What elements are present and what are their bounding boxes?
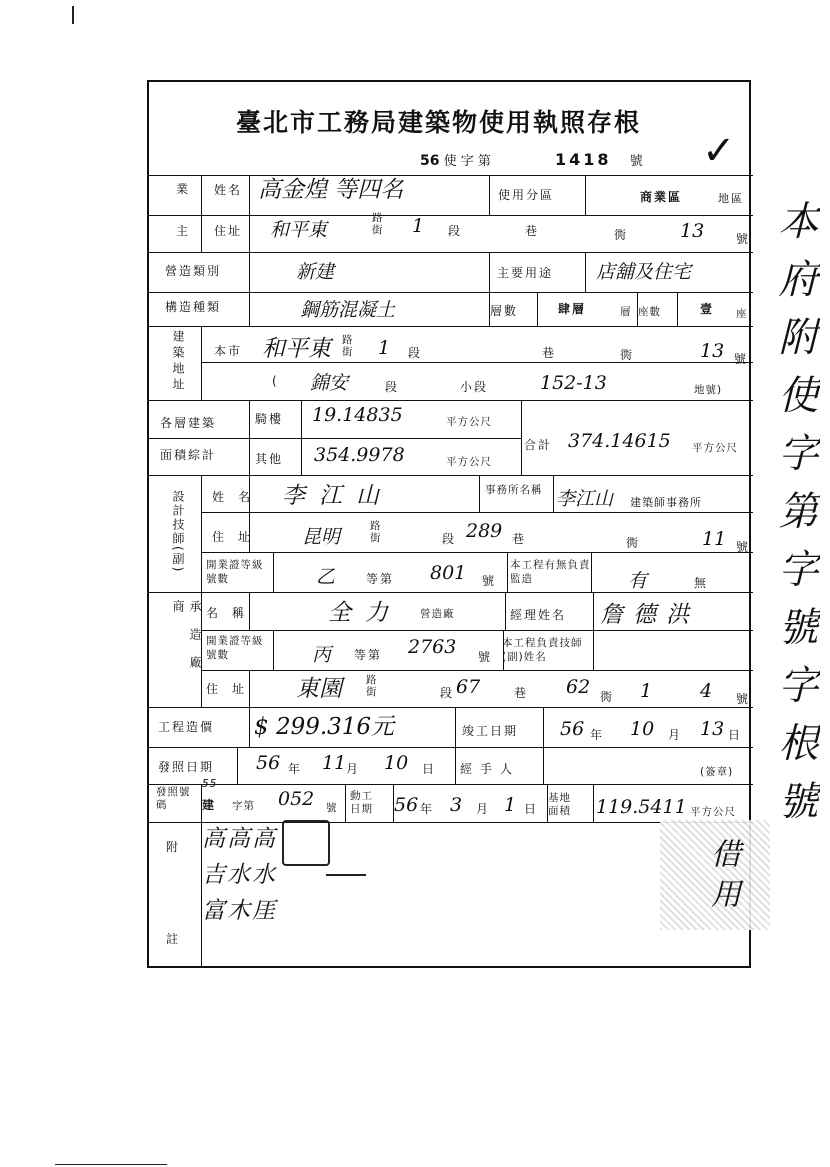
site-city: 本市 [214,344,243,358]
designer-name-value: 李江山 [282,483,393,509]
area-arcade-unit: 平方公尺 [446,416,492,428]
side-text: 本府附使字第字號字根號 [772,200,818,838]
permit-base-area-label: 基地面積 [548,792,571,817]
designer-license-grade: 乙 [316,566,336,588]
owner-address-label: 住址 [214,224,243,238]
designer-license-suffix: 號 [482,574,497,588]
owner-address-road-label: 路 街 [372,212,384,236]
site-section: 1 [378,337,391,359]
area-label-line1: 各層建築 [160,416,217,430]
designer-address-lane-label: 巷 [512,532,527,546]
blocks-label: 座數 [638,306,661,318]
site-land-open: ( [272,374,279,388]
contractor-address-section: 67 [456,676,481,698]
margin-stamp-text: 借用 [705,838,740,918]
construction-type-value: 新建 [296,261,335,283]
completion-label: 竣工日期 [462,724,519,738]
designer-address-label: 住址 [212,530,265,544]
permit-year: 56 [420,153,440,169]
contractor-address-no-label: 號 [736,692,751,706]
owner-address-alley-label: 衖 [614,228,629,242]
contractor-license-mid: 等第 [354,648,383,662]
contractor-name-label: 名稱 [206,606,259,620]
permit-number: 1418 [555,150,612,169]
owner-address-lane-label: 巷 [525,224,540,238]
contractor-license-grade: 丙 [312,644,332,666]
completion-month: 10 [630,718,655,740]
permit-start-year: 56 [394,794,419,816]
zone-value: 商業區 [640,190,683,204]
site-land-section: 錦安 [310,372,349,394]
permit-no-value: 052 [278,788,315,810]
contractor-group-label: 承造廠商 [171,600,202,684]
contractor-license-no: 2763 [408,636,457,658]
contractor-address-street: 東園 [296,676,342,702]
contractor-address-alley: 1 [640,680,653,702]
floors-unit: 層 [620,306,632,318]
designer-group-label: 設計技師(副) [171,490,185,574]
notes-label-bottom: 註 [166,932,181,946]
owner-address-no-label: 號 [736,232,751,246]
completion-day: 13 [700,718,725,740]
contractor-license-label: 開業證等級號數 [206,635,264,661]
site-street: 和平東 [262,336,331,362]
floors-label: 層數 [490,304,519,318]
permit-prefix: 使 字 第 [443,154,491,169]
scan-bottom-line [55,1164,167,1165]
designer-address-alley-label: 衖 [626,536,641,550]
issue-label: 發照日期 [158,760,215,774]
site-land-section-label: 段 [385,380,400,394]
zone-suffix: 地區 [718,192,744,205]
permit-start-month: 3 [450,794,463,816]
owner-label-bottom: 主 [176,224,191,238]
site-label: 建築地址 [171,330,185,394]
contractor-license-suffix: 號 [478,650,493,664]
permit-suffix: 號 [629,154,643,169]
area-label-line2: 面積綜計 [160,448,217,462]
site-lane-label: 巷 [542,346,557,360]
main-use-value: 店舖及住宅 [596,261,692,283]
designer-address-road-label: 路 街 [370,520,382,544]
issue-day: 10 [384,752,409,774]
area-other-label: 其他 [255,452,284,466]
site-alley-label: 衖 [620,348,635,362]
site-land-no: 152-13 [540,372,607,394]
issue-year-label: 年 [288,762,303,776]
designer-supervise-suffix: 無 [694,576,709,590]
contractor-name-suffix: 營造廠 [420,608,455,620]
scan-left-mark [72,6,74,24]
designer-address-lane: 289 [466,520,503,542]
owner-address-section-label: 段 [448,224,463,238]
permit-start-day: 1 [504,794,517,816]
owner-address-no: 13 [680,220,705,242]
permit-prefix-value: 建 [202,798,217,812]
contractor-address-alley-label: 衖 [600,690,615,704]
designer-office-suffix: 建築師事務所 [630,496,702,509]
owner-name-value: 高金煌 等四名 [258,177,404,203]
permit-year-value: 55 [202,778,218,790]
designer-address-no: 11 [702,528,727,550]
blocks-value: 壹 [700,302,715,316]
permit-label: 發照號碼 [156,786,191,811]
site-land-no-label: 地號) [694,384,723,396]
notes-underline [326,874,366,876]
site-section-label: 段 [408,346,423,360]
contractor-address-label: 住址 [206,682,259,696]
designer-address-section-label: 段 [442,532,457,546]
designer-name-label: 姓名 [212,490,265,504]
zone-label: 使用分區 [498,188,555,202]
completion-year-label: 年 [590,728,605,742]
notes-line3: 富木厓 [202,898,277,924]
notes-label-top: 附 [166,840,181,854]
designer-office-value: 李江山 [556,488,614,510]
owner-address-street: 和平東 [270,219,328,241]
site-no: 13 [700,340,725,362]
contractor-name-value: 全力 [328,600,402,626]
cost-value: $ 299.316元 [254,714,395,740]
main-use-label: 主要用途 [497,266,554,280]
notes-seal [282,820,330,866]
owner-label-top: 業 [176,182,191,196]
page-title: 臺北市工務局建築物使用執照存根 [236,108,642,137]
permit-start-month-label: 月 [476,802,491,816]
notes-line2: 吉水水 [202,862,277,888]
floors-value: 肆層 [558,302,587,316]
site-land-subsection-label: 小段 [460,380,489,394]
issue-day-label: 日 [422,762,437,776]
contractor-address-no: 4 [700,680,713,702]
area-total-value: 374.14615 [568,430,671,452]
issue-handler-label: 經手人 [460,762,521,776]
contractor-address-road-label: 路 街 [366,674,378,698]
permit-no-label: 號 [326,802,338,814]
area-total-unit: 平方公尺 [692,442,738,454]
permit-start-day-label: 日 [524,802,539,816]
permit-start-year-label: 年 [420,802,435,816]
site-road-label: 路 街 [342,334,354,358]
blocks-unit: 座 [736,308,748,320]
permit-start-label: 動工日期 [350,790,373,815]
designer-office-label: 事務所名稱 [485,484,543,496]
designer-supervise-value: 有 [628,570,648,592]
contractor-address-lane-label: 巷 [514,686,529,700]
designer-license-no: 801 [430,562,467,584]
contractor-manager-value: 詹德洪 [600,602,699,628]
area-arcade-label: 騎樓 [255,412,284,426]
cost-label: 工程造價 [158,720,215,734]
permit-base-area-unit: 平方公尺 [690,806,736,818]
area-other-value: 354.9978 [314,444,405,466]
contractor-manager-label: 經理姓名 [510,608,567,622]
contractor-address-lane: 62 [566,676,591,698]
owner-address-section: 1 [412,215,425,237]
structure-value: 鋼筋混凝土 [300,299,396,321]
area-total-label: 合計 [524,438,553,452]
issue-month: 11 [322,752,347,774]
area-other-unit: 平方公尺 [446,456,492,468]
designer-supervise-label: 本工程有無負責監造 [510,559,591,585]
completion-day-label: 日 [728,728,743,742]
permit-word: 字第 [232,800,255,812]
designer-license-mid: 等第 [366,572,395,586]
completion-year: 56 [560,718,585,740]
notes-line1: 高高高 [202,826,277,852]
designer-license-label: 開業證等級號數 [206,559,264,585]
permit-base-area-value: 119.5411 [596,796,687,818]
construction-type-label: 營造類別 [165,264,222,278]
site-no-label: 號 [734,352,749,366]
designer-address-no-label: 號 [736,540,751,554]
issue-sign-label: (簽章) [700,766,734,778]
completion-month-label: 月 [668,728,683,742]
contractor-engineer-label: 本工程負責技師(副)姓名 [502,637,583,663]
owner-name-label: 姓名 [214,183,243,197]
checkmark-icon: ✓ [702,128,736,174]
contractor-address-section-label: 段 [440,686,455,700]
designer-address-street: 昆明 [302,526,341,548]
issue-month-label: 月 [346,762,361,776]
area-arcade-value: 19.14835 [312,404,403,426]
structure-label: 構造種類 [165,300,222,314]
issue-year: 56 [256,752,281,774]
